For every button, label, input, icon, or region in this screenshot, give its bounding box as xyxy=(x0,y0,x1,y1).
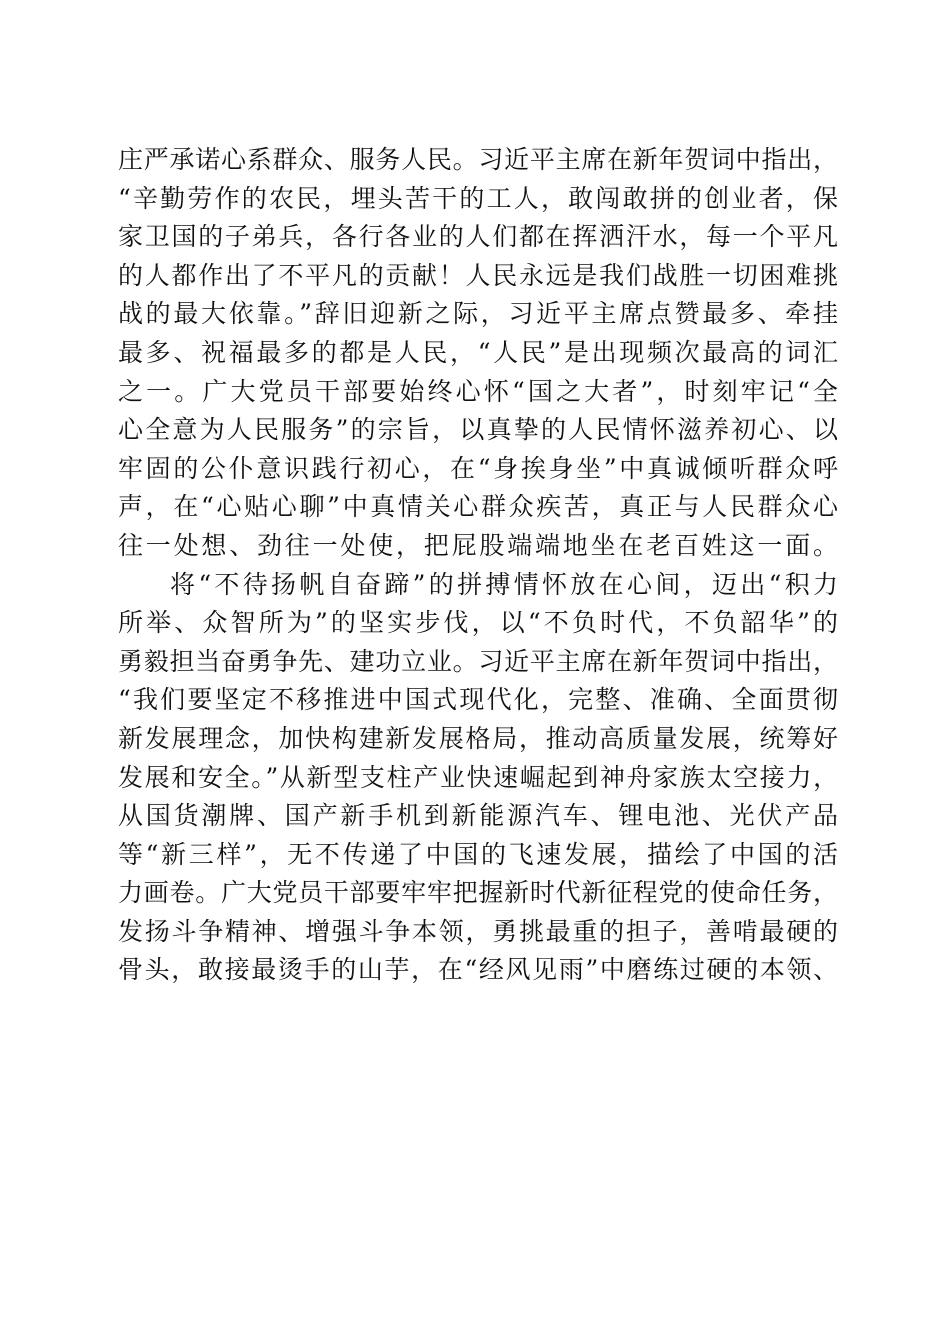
text-line: 往一处想、劲往一处使，把屁股端端地坐在老百姓这一面。 xyxy=(118,530,841,560)
text-line: 的人都作出了不平凡的贡献！人民永远是我们战胜一切困难挑 xyxy=(118,260,840,290)
text-line: 等“新三样”，无不传递了中国的飞速发展，描绘了中国的活 xyxy=(118,839,841,869)
text-line: 所举、众智所为”的坚实步伐，以“不负时代，不负韶华”的 xyxy=(118,608,842,638)
text-line: “我们要坚定不移推进中国式现代化，完整、准确、全面贯彻 xyxy=(118,685,841,715)
text-line: “辛勤劳作的农民，埋头苦干的工人，敢闯敢拼的创业者，保 xyxy=(118,183,841,213)
paragraph-start-line: 将“不待扬帆自奋蹄”的拼搏情怀放在心间，迈出“积力 xyxy=(170,569,842,599)
text-line: 从国货潮牌、国产新手机到新能源汽车、锂电池、光伏产品 xyxy=(118,801,841,831)
text-line: 勇毅担当奋勇争先、建功立业。习近平主席在新年贺词中指出， xyxy=(118,646,839,676)
text-line: 家卫国的子弟兵，各行各业的人们都在挥洒汗水，每一个平凡 xyxy=(118,222,840,252)
text-line: 发展和安全。”从新型支柱产业快速崛起到神舟家族太空接力， xyxy=(118,762,840,792)
document-body xyxy=(118,141,842,990)
text-line: 新发展理念，加快构建新发展格局，推动高质量发展，统筹好 xyxy=(118,723,840,753)
text-line: 发扬斗争精神、增强斗争本领，勇挑最重的担子，善啃最硬的 xyxy=(118,916,840,946)
text-line: 战的最大依靠。”辞旧迎新之际，习近平主席点赞最多、牵挂 xyxy=(118,299,841,329)
text-line: 骨头，敢接最烫手的山芋，在“经风见雨”中磨练过硬的本领、 xyxy=(118,955,840,985)
text-line: 之一。广大党员干部要始终心怀“国之大者”，时刻牢记“全 xyxy=(118,376,842,406)
text-line: 牢固的公仆意识践行初心，在“身挨身坐”中真诚倾听群众呼 xyxy=(118,453,841,483)
text-line: 力画卷。广大党员干部要牢牢把握新时代新征程党的使命任务， xyxy=(118,878,839,908)
text-line: 声，在“心贴心聊”中真情关心群众疾苦，真正与人民群众心 xyxy=(118,492,841,522)
text-line: 庄严承诺心系群众、服务人民。习近平主席在新年贺词中指出， xyxy=(118,145,839,174)
text-line: 心全意为人民服务”的宗旨，以真挚的人民情怀滋养初心、以 xyxy=(118,415,841,445)
text-line: 最多、祝福最多的都是人民，“人民”是出现频次最高的词汇 xyxy=(118,337,841,367)
